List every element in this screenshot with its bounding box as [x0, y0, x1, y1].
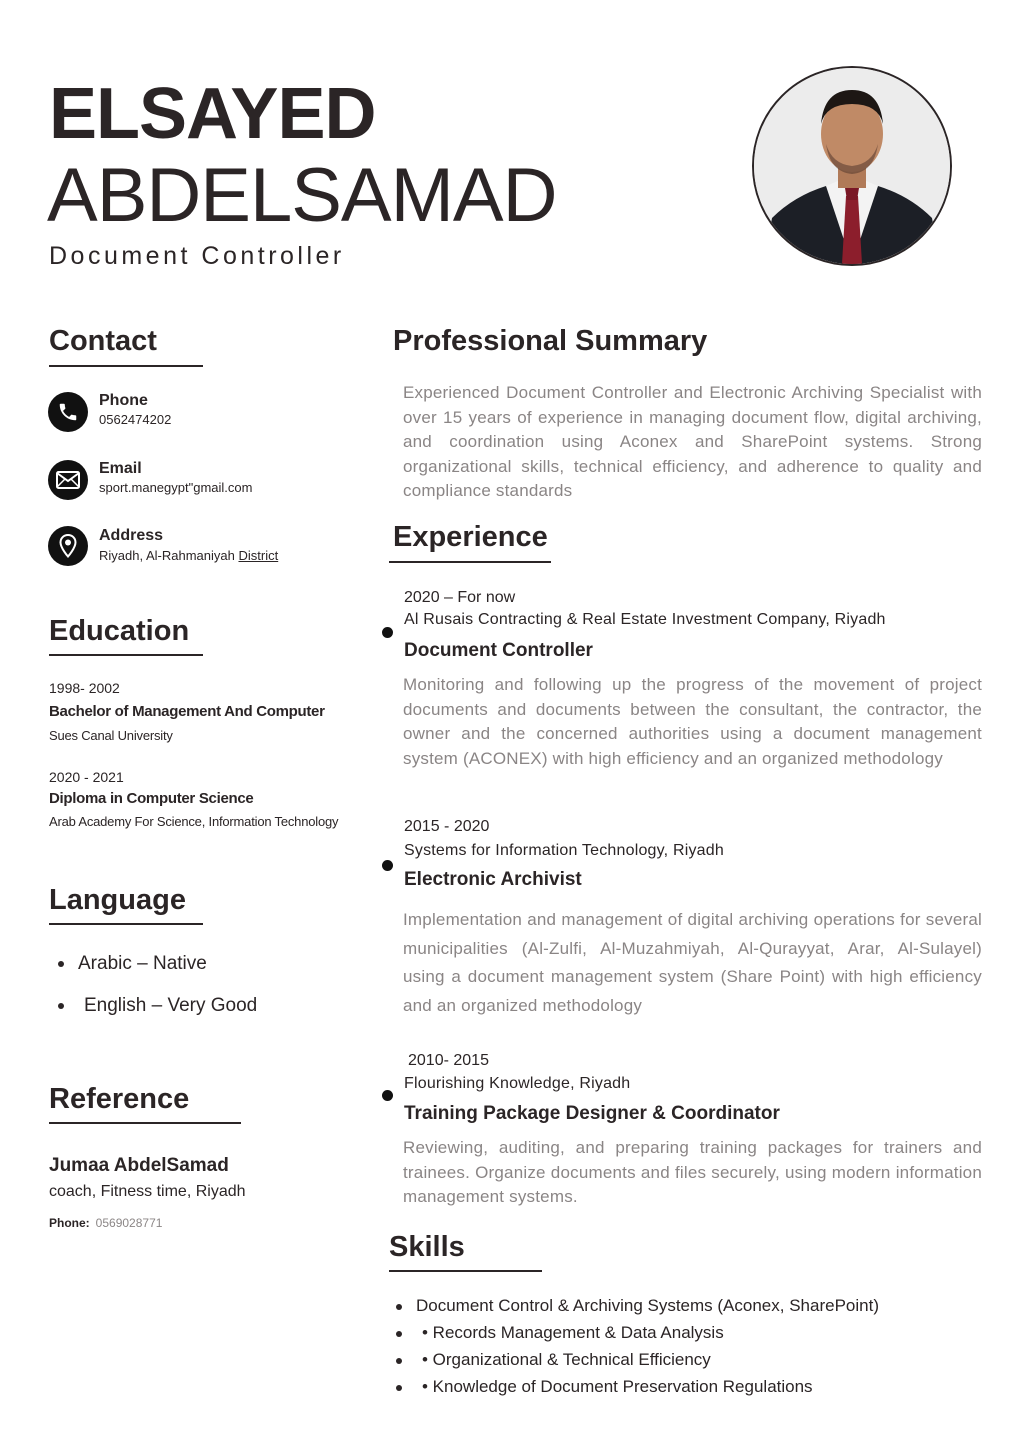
experience-heading: Experience: [393, 521, 548, 553]
exp-1-role: Document Controller: [404, 640, 593, 661]
email-icon: [48, 460, 88, 500]
skill-text: • Knowledge of Document Preservation Regulations: [422, 1377, 813, 1396]
skill-item: [396, 1296, 879, 1316]
language-text: Arabic – Native: [78, 953, 207, 974]
edu-1-years: 1998- 2002: [49, 680, 120, 696]
address-value: [99, 548, 278, 563]
reference-name: Jumaa AbdelSamad: [49, 1155, 229, 1176]
profile-photo: [752, 66, 952, 266]
exp-1-description: Monitoring and following up the progress of the movement of project documents and documents between the consultant, the contractor, the owner and the concerned authorities using a document management system (ACONEX) with high efficiency and an organized methodology: [403, 675, 982, 768]
skill-item: [396, 1350, 711, 1370]
reference-phone-label: Phone:: [49, 1216, 90, 1230]
experience-divider: [389, 561, 551, 563]
exp-3-description: Reviewing, auditing, and preparing training packages for trainers and trainees. Organize documents and files securely, using modern information management systems.: [403, 1138, 982, 1206]
skill-text: Document Control & Archiving Systems (Aconex, SharePoint): [416, 1296, 879, 1315]
exp-3-role: Training Package Designer & Coordinator: [404, 1103, 780, 1124]
reference-phone: [49, 1216, 162, 1230]
edu-1-degree: Bachelor of Management And Computer: [49, 703, 325, 720]
timeline-dot: [382, 627, 393, 638]
bullet-icon: [58, 961, 64, 967]
language-heading: Language: [49, 884, 186, 916]
portrait-image: [754, 68, 950, 264]
address-district-link[interactable]: District: [238, 548, 279, 563]
skills-heading: Skills: [389, 1231, 465, 1263]
summary-text: Experienced Document Controller and Electronic Archiving Specialist with over 15 years of experience in managing document flow, digital archiving, and coordination using Aconex and SharePoint systems. Strong organizational skills, technical efficiency, and adherence to quality and compliance standards: [403, 383, 982, 500]
language-item: [58, 995, 257, 1017]
exp-1-years: 2020 – For now: [404, 589, 516, 606]
phone-value[interactable]: 0562474202: [99, 412, 172, 427]
timeline-dot: [382, 860, 393, 871]
job-title: Document Controller: [49, 242, 345, 270]
exp-3-company: Flourishing Knowledge, Riyadh: [404, 1075, 631, 1092]
phone-icon: [48, 392, 88, 432]
reference-heading: Reference: [49, 1083, 190, 1115]
bullet-icon: [58, 1003, 64, 1009]
bullet-icon: [396, 1358, 402, 1364]
contact-divider: [49, 365, 203, 367]
exp-2-company: Systems for Information Technology, Riyadh: [404, 842, 724, 859]
contact-heading: Contact: [49, 325, 157, 357]
skill-item: [396, 1323, 724, 1343]
language-item: [58, 953, 207, 975]
edu-2-years: 2020 - 2021: [49, 769, 124, 785]
reference-role: coach, Fitness time, Riyadh: [49, 1183, 246, 1200]
address-label: Address: [99, 527, 164, 544]
exp-2-role: Electronic Archivist: [404, 869, 582, 890]
skill-item: [396, 1377, 813, 1397]
last-name: ABDELSAMAD: [47, 153, 557, 238]
first-name: ELSAYED: [49, 74, 376, 154]
skill-text: • Records Management & Data Analysis: [422, 1323, 724, 1342]
education-divider: [49, 654, 203, 656]
skills-divider: [389, 1270, 542, 1272]
reference-divider: [49, 1122, 241, 1124]
timeline-dot: [382, 1090, 393, 1101]
edu-2-degree: Diploma in Computer Science: [49, 790, 254, 807]
location-icon: [48, 526, 88, 566]
email-label: Email: [99, 460, 142, 477]
exp-2-years: 2015 - 2020: [404, 818, 490, 835]
bullet-icon: [396, 1385, 402, 1391]
language-divider: [49, 923, 203, 925]
reference-phone-value[interactable]: 0569028771: [95, 1216, 163, 1230]
exp-3-years: 2010- 2015: [408, 1052, 489, 1069]
exp-1-company: Al Rusais Contracting & Real Estate Investment Company, Riyadh: [404, 611, 886, 628]
education-heading: Education: [49, 615, 190, 647]
bullet-icon: [396, 1304, 402, 1310]
exp-2-description: Implementation and management of digital archiving operations for several municipalities (Al-Zulfi, Al-Muzahmiyah, Al-Qurayyat, Arar, Al-Sulayel) using a document management system (Share Point) with high efficiency and an organized methodology: [403, 910, 982, 1015]
summary-heading: Professional Summary: [393, 325, 708, 357]
edu-2-school: Arab Academy For Science, Information Technology: [49, 814, 339, 829]
skill-text: • Organizational & Technical Efficiency: [422, 1350, 711, 1369]
email-value[interactable]: sport.manegypt"gmail.com: [99, 480, 253, 495]
language-text: English – Very Good: [84, 995, 258, 1016]
edu-1-school: Sues Canal University: [49, 728, 173, 743]
address-text: Riyadh, Al-Rahmaniyah: [99, 548, 235, 563]
bullet-icon: [396, 1331, 402, 1337]
phone-label: Phone: [99, 392, 148, 409]
